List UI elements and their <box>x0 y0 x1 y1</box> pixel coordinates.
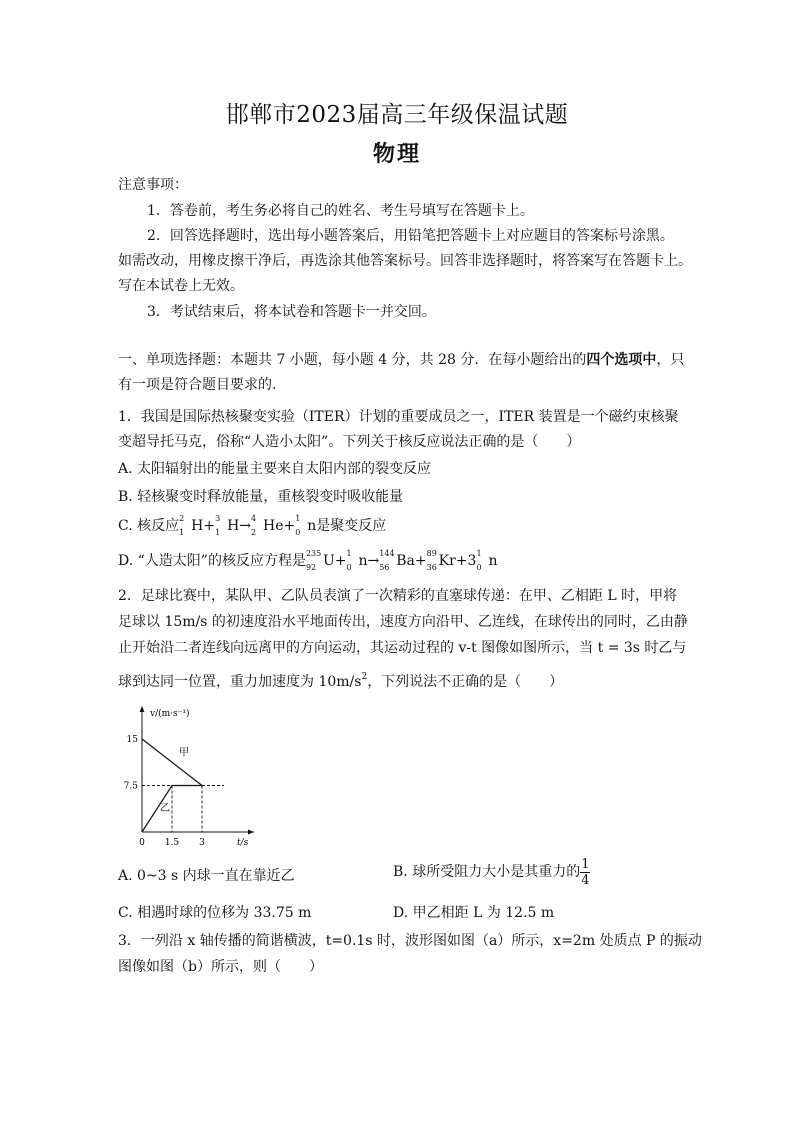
q1-stem-line-1: 1．我国是国际热核聚变实验（ITER）计划的重要成员之一，ITER 装置是一个磁约束核聚 <box>118 409 679 425</box>
x-tick-label: 1.5 <box>164 838 180 848</box>
nuclide-n1-d2: 1 0 n <box>476 549 498 572</box>
series-jia-label: 甲 <box>179 747 189 759</box>
notice-heading: 注意事项： <box>118 177 188 193</box>
series-yi-label: 乙 <box>160 802 170 814</box>
q1-stem-line-2: 变超导托马克，俗称“人造小太阳”。下列关于核反应说法正确的是（ ） <box>118 434 581 450</box>
notice-item-2-line-1: 2．回答选择题时，选出每小题答案后，用铅笔把答题卡上对应题目的答案标号涂黑。 <box>147 228 674 244</box>
x-tick-label: 0 <box>139 838 145 848</box>
nuclide-he4: 4 2 He <box>251 514 284 537</box>
section-heading-line-2: 有一项是符合题目要求的. <box>118 377 277 393</box>
q2-option-b: B. 球所受阻力大小是其重力的 $\frac{1}{4}$ <box>393 856 590 888</box>
nuclide-h2: 2 1 H <box>179 514 204 537</box>
section-heading-a: 一、单项选择题：本题共 7 小题，每小题 4 分，共 28 分．在每小题给出的 <box>118 352 587 368</box>
notice-item-3: 3．考试结束后，将本试卷和答题卡一并交回。 <box>147 304 436 320</box>
dashed-guides <box>142 786 224 833</box>
q3-stem-line-2: 图像如图（b）所示，则（ ） <box>118 959 323 975</box>
exam-title: 邯郸市2023届高三年级保温试题 <box>225 102 569 128</box>
vt-graph <box>120 700 290 850</box>
x-axis-label: t/s <box>237 838 249 848</box>
q2-stem-line-3: 止开始沿二者连线向远离甲的方向运动，其运动过程的 v-t 图像如图所示，当 t = 3s 时乙与 <box>118 640 687 656</box>
q2-option-a: A. 0~3 s 内球一直在靠近乙 <box>118 868 295 884</box>
y-tick-label: 15 <box>126 735 138 745</box>
q2-stem-line-2: 足球以 15m/s 的初速度沿水平地面传出，速度方向沿甲、乙连线，在球传出的同时，乙由静 <box>118 614 688 630</box>
q3-stem-line-1: 3．一列沿 x 轴传播的简谐横波，t=0.1s 时，波形图如图（a）所示，x=2m 处质点 P 的振动 <box>118 933 702 949</box>
subject-title: 物理 <box>372 141 421 167</box>
notice-item-2-line-2: 如需改动，用橡皮擦干净后，再选涂其他答案标号。回答非选择题时，将答案写在答题卡上。 <box>118 253 692 269</box>
fraction-one-quarter: $\frac{1}{4}$ <box>581 856 590 888</box>
nuclide-n1: 1 0 n <box>295 514 317 537</box>
y-tick-label: 7.5 <box>123 781 138 792</box>
q1-option-a: A. 太阳辐射出的能量主要来自太阳内部的裂变反应 <box>118 461 432 477</box>
nuclide-n1-d: 1 0 n <box>346 549 368 572</box>
x-tick-label: 3 <box>199 838 205 848</box>
q1-option-b: B. 轻核聚变时释放能量，重核裂变时吸收能量 <box>118 489 404 505</box>
q2-stem-line-1: 2．足球比赛中，某队甲、乙队员表演了一次精彩的直塞球传递：在甲、乙相距 L 时，甲将 <box>118 588 678 604</box>
q2-option-d: D. 甲乙相距 L 为 12.5 m <box>393 905 555 921</box>
nuclide-h3: 3 1 H <box>215 514 240 537</box>
y-axis-label: v/(m·s⁻¹) <box>150 709 190 719</box>
section-heading-c: ，只 <box>656 352 685 368</box>
q1-option-c: C. 核反应 2 1 H+ 3 1 H→ 4 2 He+ 1 0 n是聚变反应 <box>118 514 387 537</box>
nuclide-ba144: 144 56 Ba <box>379 549 415 572</box>
q1-option-d: D. “人造太阳”的核反应方程是 235 92 U+ 1 0 n→ 144 56 Ba+ 89 36 Kr+3 1 0 n <box>118 549 498 572</box>
nuclide-kr89: 89 36 Kr <box>426 549 456 572</box>
notice-item-1: 1．答卷前，考生务必将自己的姓名、考生号填写在答题卡上。 <box>147 203 534 219</box>
nuclide-u235: 235 92 U <box>305 549 335 572</box>
axes <box>140 706 255 835</box>
notice-item-2-line-3: 写在本试卷上无效。 <box>118 278 244 294</box>
section-heading-bold: 四个选项中 <box>586 352 657 368</box>
series-jia-line <box>142 739 202 786</box>
q2-stem-line-4: 球到达同一位置，重力加速度为 $10m/s^2$，下列说法不正确的是（ ） <box>118 672 564 690</box>
section-heading-line-1 <box>118 350 684 370</box>
q2-option-c: C. 相遇时球的位移为 33.75 m <box>118 905 312 921</box>
